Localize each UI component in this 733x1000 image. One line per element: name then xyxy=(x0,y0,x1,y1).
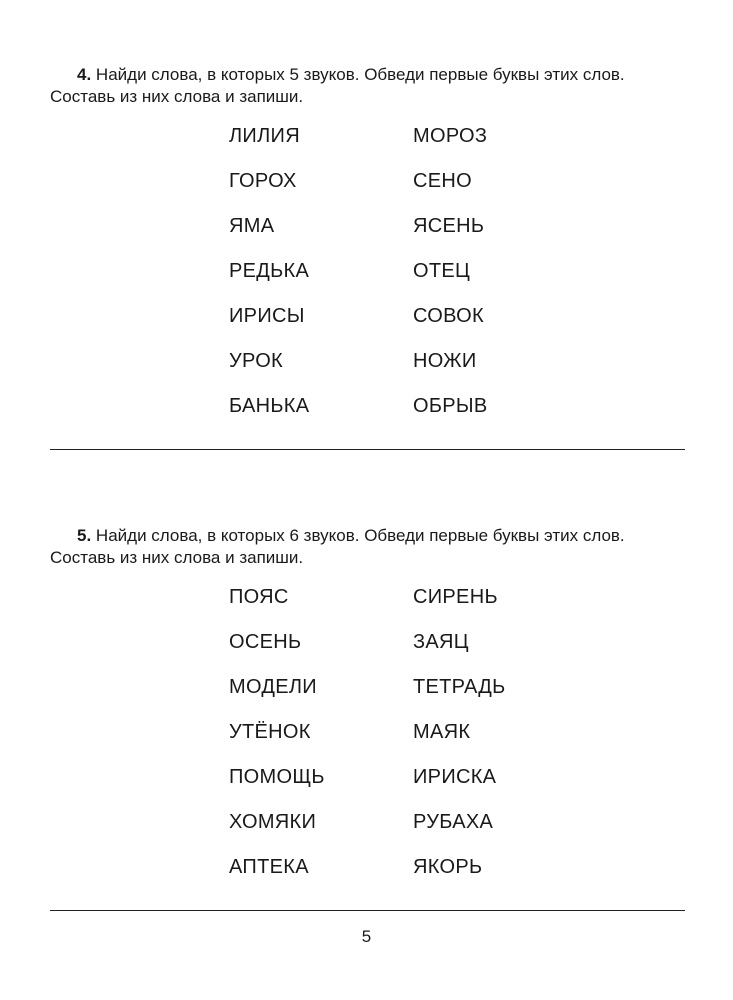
word: МАЯК xyxy=(413,721,471,743)
task-5 xyxy=(50,525,690,878)
task-number: 5. xyxy=(77,526,92,545)
instruction-text: Найди слова, в которых 6 звуков. Обведи первые буквы этих слов. xyxy=(95,526,625,545)
instruction-text-continued: Составь из них слова и запиши. xyxy=(50,548,304,567)
instruction-text: Найди слова, в которых 5 звуков. Обведи первые буквы этих слов. xyxy=(95,65,625,84)
instruction-text-continued: Составь из них слова и запиши. xyxy=(50,87,304,106)
word-row xyxy=(229,347,529,392)
answer-line xyxy=(50,910,685,911)
word: ОТЕЦ xyxy=(413,260,471,282)
word: СИРЕНЬ xyxy=(413,586,498,608)
word: ИРИСЫ xyxy=(229,305,305,327)
word-row xyxy=(229,628,529,673)
word: РУБАХА xyxy=(413,811,494,833)
word-row xyxy=(229,808,529,853)
word-list xyxy=(229,583,529,898)
word: АПТЕКА xyxy=(229,856,309,878)
word: ОСЕНЬ xyxy=(229,631,302,653)
word: ТЕТРАДЬ xyxy=(413,676,506,698)
word-row xyxy=(229,257,529,302)
word-row xyxy=(229,122,529,167)
word: МОРОЗ xyxy=(413,125,488,147)
word: МОДЕЛИ xyxy=(229,676,317,698)
word: НОЖИ xyxy=(413,350,477,372)
word-row xyxy=(229,763,529,808)
word-row xyxy=(229,673,529,718)
task-instruction xyxy=(50,525,690,569)
word: РЕДЬКА xyxy=(229,260,310,282)
word-row xyxy=(229,212,529,257)
word-row xyxy=(229,583,529,628)
word-row xyxy=(229,718,529,763)
word: ХОМЯКИ xyxy=(229,811,317,833)
word: УРОК xyxy=(229,350,284,372)
word: СОВОК xyxy=(413,305,484,327)
word-list xyxy=(229,122,529,437)
word: ПОЯС xyxy=(229,586,289,608)
word-row xyxy=(229,167,529,212)
word: ИРИСКА xyxy=(413,766,497,788)
word: ГОРОХ xyxy=(229,170,297,192)
word: ЯКОРЬ xyxy=(413,856,483,878)
word: ЗАЯЦ xyxy=(413,631,469,653)
word-row xyxy=(229,302,529,347)
task-number: 4. xyxy=(77,65,92,84)
task-4 xyxy=(50,64,690,417)
word: ЯСЕНЬ xyxy=(413,215,485,237)
page-number: 5 xyxy=(361,927,372,946)
task-instruction xyxy=(50,64,690,108)
word-row xyxy=(229,853,529,898)
word: СЕНО xyxy=(413,170,472,192)
word: ЛИЛИЯ xyxy=(229,125,300,147)
word: БАНЬКА xyxy=(229,395,310,417)
word: ОБРЫВ xyxy=(413,395,488,417)
word-row xyxy=(229,392,529,437)
word: ПОМОЩЬ xyxy=(229,766,325,788)
word: УТЁНОК xyxy=(229,721,311,743)
answer-line xyxy=(50,449,685,450)
word: ЯМА xyxy=(229,215,275,237)
